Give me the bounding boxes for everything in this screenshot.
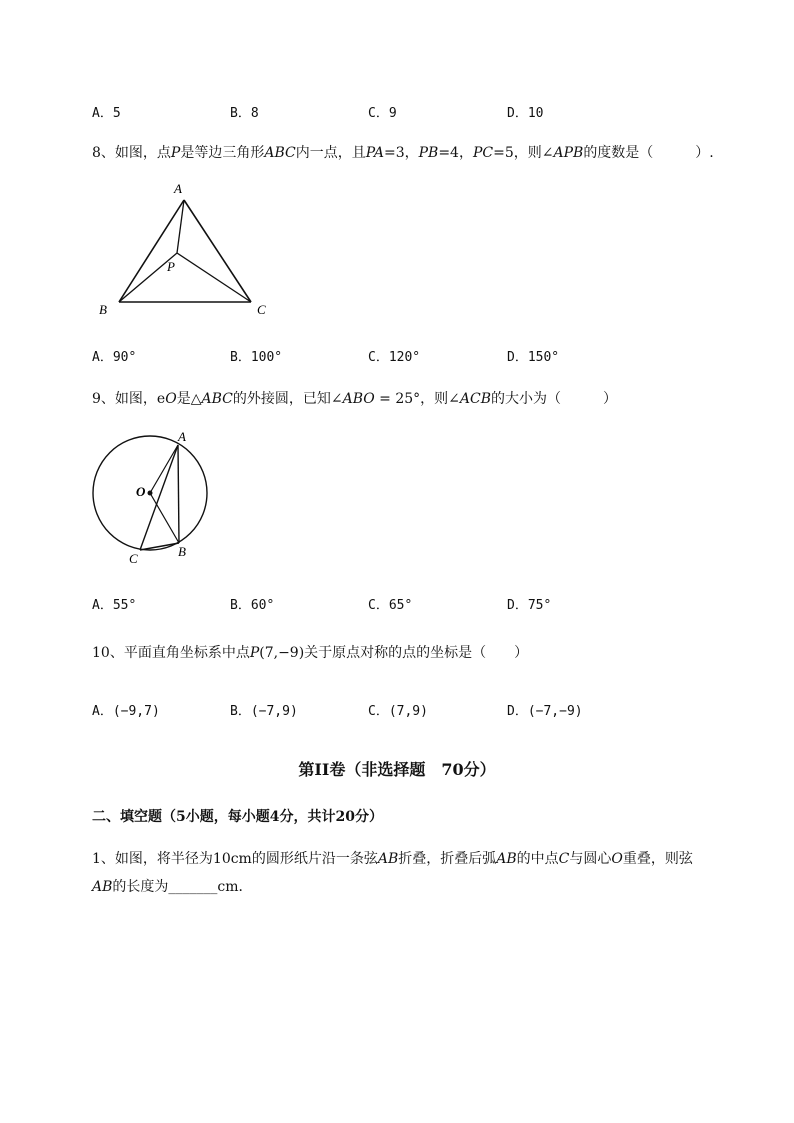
q9-var-o: O [165, 391, 177, 407]
fill1-question-line2 [92, 876, 253, 896]
q8-side-ac [184, 200, 251, 302]
q9-text: 9、如图， [92, 391, 157, 407]
q8-text: 8、如图，点 [92, 145, 171, 161]
q9-option-c: C．65° [368, 598, 413, 613]
q8-text: 内一点，且 [295, 145, 366, 161]
q9-option-b: B．60° [230, 598, 275, 613]
fill1-question-line1 [92, 848, 693, 868]
q10-var-p: P [249, 645, 260, 661]
q7-option-a: A．5 [92, 106, 121, 121]
q8-var-apb: APB [553, 145, 584, 161]
q7-option-d: D．10 [507, 106, 544, 121]
q9-text: = 25°，则∠ [374, 391, 460, 407]
fill1-var-o: O [611, 851, 623, 867]
q9-label-a: A [178, 429, 186, 444]
q8-text: 的度数是（ ）. [583, 145, 714, 161]
q9-side-ab [178, 445, 179, 543]
q9-label-o: O [136, 484, 146, 499]
fill1-var-c: C [558, 851, 570, 867]
fill1-var-ab: AB [496, 851, 517, 867]
fill1-text: 的中点 [516, 851, 559, 867]
fill1-answer-blank: 的长度为_______cm． [112, 879, 253, 895]
q9-text: 的外接圆，已知∠ [232, 391, 343, 407]
q9-question [92, 388, 617, 408]
q9-label-c: C [129, 551, 138, 566]
q8-triangle-figure [90, 175, 280, 325]
q7-option-c: C．9 [368, 106, 397, 121]
q8-question [92, 142, 714, 162]
fill1-text: 重叠，则弦 [622, 851, 693, 867]
q9-option-a: A．55° [92, 598, 137, 613]
q9-side-ac [140, 445, 178, 550]
q8-var-pb: PB [418, 145, 439, 161]
q8-text: =3， [383, 145, 419, 161]
q9-text: 是△ [176, 391, 202, 407]
q9-center-point [148, 491, 153, 496]
q9-var-abo: ABO [342, 391, 375, 407]
fill1-var-ab: AB [92, 879, 113, 895]
q8-label-c: C [257, 302, 266, 317]
q8-label-a: A [174, 181, 182, 196]
fill1-text: 折叠，折叠后弧 [398, 851, 497, 867]
q8-text: =5，则∠ [493, 145, 554, 161]
q8-side-ab [119, 200, 184, 302]
q9-circle-figure [86, 425, 226, 570]
q10-option-a: A．(−9,7) [92, 704, 160, 719]
q10-text: 10、平面直角坐标系中点 [92, 645, 250, 661]
section-title: 第II卷（非选择题 70分） [298, 760, 496, 779]
q10-question [92, 642, 528, 662]
section-subtitle: 二、填空题（5小题，每小题4分，共计20分） [92, 809, 383, 825]
q8-option-a: A．90° [92, 350, 137, 365]
q8-var-p: P [170, 145, 181, 161]
q9-label-b: B [178, 544, 186, 559]
q9-segment-ob [150, 493, 179, 543]
circle-symbol: e [156, 391, 166, 407]
q8-label-p: P [167, 259, 175, 274]
q8-text: 是等边三角形 [180, 145, 265, 161]
q9-segment-oa [150, 445, 178, 493]
q8-label-b: B [99, 302, 107, 317]
q8-var-pc: PC [472, 145, 494, 161]
fill1-text: 与圆心 [569, 851, 612, 867]
q8-segment-pc [177, 253, 251, 302]
q9-text: 的大小为（ ） [491, 391, 618, 407]
q10-option-b: B．(−7,9) [230, 704, 298, 719]
fill1-text: 1、如图，将半径为10cm的圆形纸片沿一条弦 [92, 851, 378, 867]
q8-var-abc: ABC [264, 145, 296, 161]
q10-coord: (7,−9) [259, 645, 305, 661]
q10-option-d: D．(−7,−9) [507, 704, 583, 719]
q7-option-b: B．8 [230, 106, 259, 121]
q9-var-abc: ABC [201, 391, 233, 407]
q10-text: 关于原点对称的点的坐标是（ ） [304, 645, 529, 661]
q10-option-c: C．(7,9) [368, 704, 428, 719]
q8-var-pa: PA [365, 145, 384, 161]
q8-option-b: B．100° [230, 350, 283, 365]
fill1-var-ab: AB [377, 851, 399, 867]
q8-option-c: C．120° [368, 350, 421, 365]
q8-text: =4， [438, 145, 473, 161]
q9-var-acb: ACB [459, 391, 492, 407]
q8-option-d: D．150° [507, 350, 560, 365]
q9-option-d: D．75° [507, 598, 552, 613]
